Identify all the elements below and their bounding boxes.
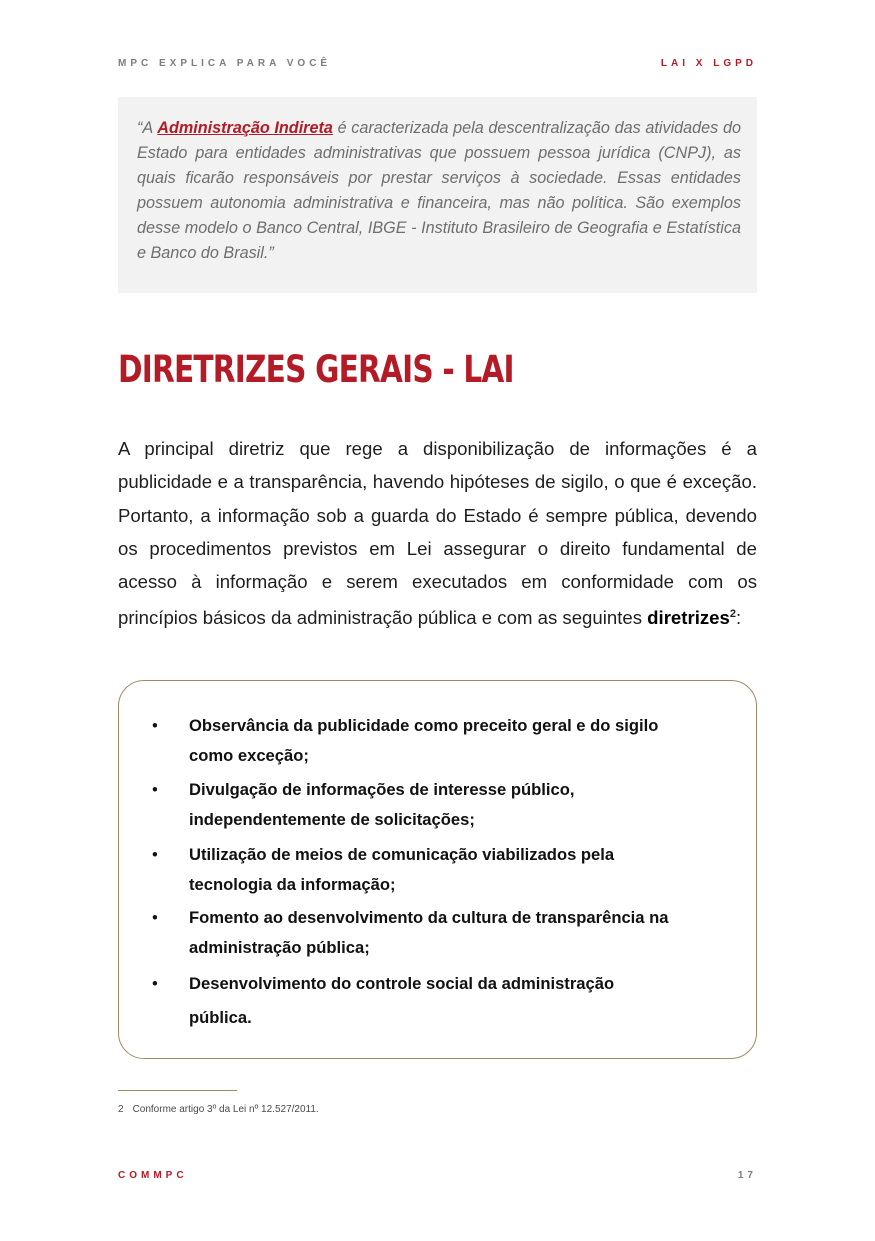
bullet: •: [152, 908, 158, 927]
list-item: [119, 711, 679, 770]
list-item-text: Fomento ao desenvolvimento da cultura de transparência na administração pública;: [189, 908, 669, 957]
paragraph-bold-term: diretrizes: [647, 607, 730, 629]
bullet: •: [152, 974, 158, 993]
quote-body: é caracterizada pela descentralização das atividades do Estado para entidades administrativas que possuem pessoa jurídica (CNPJ), as quais ficarão responsáveis por prestar serviços à sociedade. Essas entidades possuem autonomia administrativa e financeira, mas não política. São exemplos desse modelo o Banco Central, IBGE - Instituto Brasileiro de Geografia e Estatística e Banco do Brasil.”: [137, 119, 741, 262]
guidelines-box: [118, 680, 757, 1059]
quote-open: “A: [137, 119, 158, 137]
running-footer: [118, 1170, 757, 1181]
list-item-text: Divulgação de informações de interesse público, independentemente de solicitações;: [189, 780, 575, 829]
paragraph-end: :: [735, 607, 742, 629]
section-title: DIRETRIZES GERAIS - LAI: [118, 348, 514, 391]
footer-organization: COMMPC: [118, 1170, 188, 1181]
page-number: 17: [737, 1170, 757, 1181]
list-item-text: Observância da publicidade como preceito geral e do sigilo como exceção;: [189, 716, 659, 765]
list-item-text: Utilização de meios de comunicação viabilizados pela tecnologia da informação;: [189, 845, 615, 894]
quote-box: [118, 97, 757, 293]
list-item: [119, 775, 679, 834]
footnote-reference: 2: [729, 608, 736, 621]
list-item: [119, 840, 679, 899]
header-series-title: MPC EXPLICA PARA VOCÊ: [118, 58, 332, 69]
body-paragraph: [118, 432, 757, 635]
footnote-number: 2: [118, 1104, 124, 1115]
header-document-title: LAI X LGPD: [660, 58, 757, 69]
footnote: [118, 1104, 319, 1115]
bullet: •: [152, 845, 158, 864]
quote-highlighted-term: Administração Indireta: [157, 119, 333, 137]
bullet: •: [152, 780, 158, 799]
footnote-divider: [118, 1090, 237, 1091]
list-item: [119, 903, 679, 962]
bullet: •: [152, 716, 158, 735]
list-item-text: Desenvolvimento do controle social da administração pública.: [189, 974, 615, 1027]
quote-text: [137, 116, 741, 266]
footnote-text: Conforme artigo 3º da Lei nº 12.527/2011.: [132, 1104, 319, 1115]
paragraph-text: A principal diretriz que rege a disponibilização de informações é a publicidade e a transparência, havendo hipóteses de sigilo, o que é exceção. Portanto, a informação sob a guarda do Estado é sempre pública, devendo os procedimentos previstos em Lei assegurar o direito fundamental de acesso à informação e serem executados em conformidade com os princípios básicos da administração pública e com as seguintes: [118, 438, 757, 629]
running-header: [118, 58, 757, 69]
list-item: [119, 967, 679, 1035]
